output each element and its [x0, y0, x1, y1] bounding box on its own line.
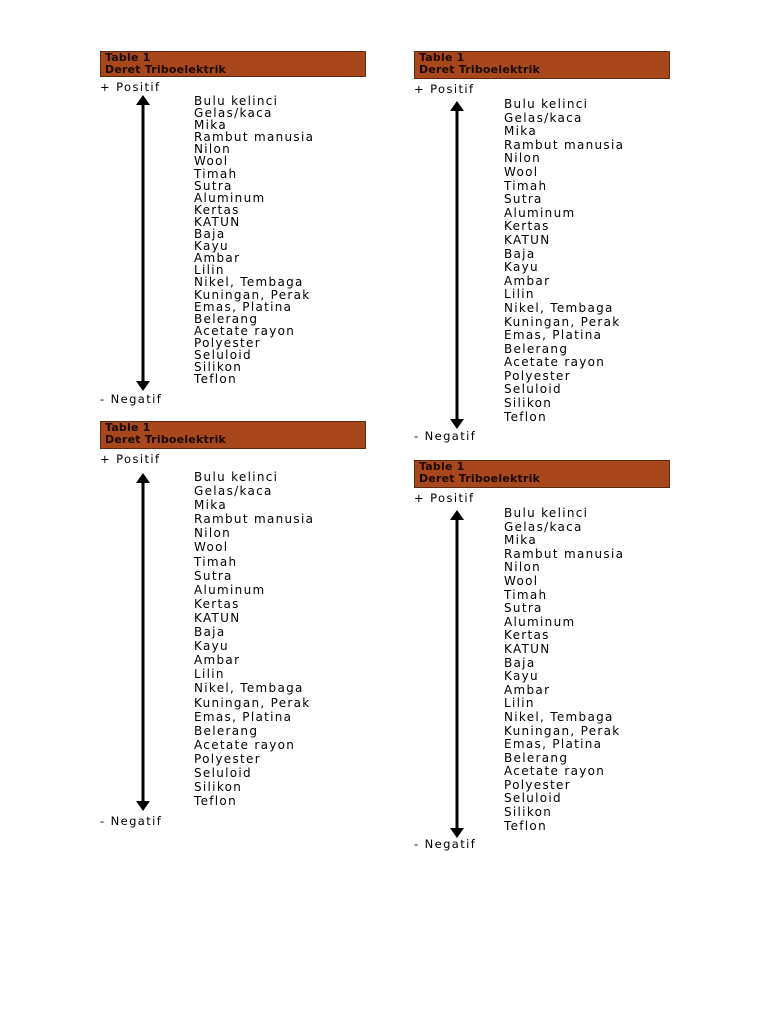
material-item: Silikon — [504, 396, 553, 411]
material-item: Kuningan, Perak — [194, 695, 311, 710]
negative-label: - Negatif — [414, 429, 477, 443]
material-item: Teflon — [504, 409, 547, 424]
material-item: Baja — [504, 655, 536, 670]
material-item: Rambut manusia — [194, 512, 315, 527]
double-arrow-icon — [136, 473, 150, 811]
material-list — [504, 507, 624, 833]
table-header — [100, 421, 366, 449]
material-item: Kayu — [194, 239, 229, 254]
table-title: Table 1 — [105, 421, 151, 434]
material-list — [504, 98, 624, 424]
material-item: Acetate rayon — [504, 355, 606, 370]
material-item: KATUN — [504, 232, 551, 247]
table-header — [414, 51, 670, 79]
material-item: Polyester — [194, 751, 261, 766]
material-item: Ambar — [504, 682, 551, 697]
material-item: Wool — [504, 573, 539, 588]
material-item: Wool — [504, 164, 539, 179]
table-subtitle: Deret Triboelektrik — [105, 433, 227, 446]
material-item: Kertas — [504, 628, 550, 643]
material-item: Kuningan, Perak — [504, 723, 621, 738]
material-item: Kuningan, Perak — [194, 287, 311, 302]
material-item: Aluminum — [194, 190, 266, 205]
material-item: Polyester — [194, 335, 261, 350]
material-item: Acetate rayon — [504, 764, 606, 779]
material-item: Nilon — [194, 142, 232, 157]
material-item: Ambar — [194, 251, 241, 266]
material-item: Acetate rayon — [194, 323, 296, 338]
material-item: Gelas/kaca — [504, 519, 583, 534]
material-item: Kertas — [194, 202, 240, 217]
triboelectric-table-3 — [100, 421, 366, 828]
material-item: Nilon — [504, 151, 542, 166]
material-item: Sutra — [194, 568, 233, 583]
negative-label: - Negatif — [100, 814, 163, 828]
positive-label: + Positif — [414, 491, 475, 505]
material-item: Teflon — [504, 818, 547, 833]
material-item: Bulu kelinci — [504, 97, 589, 111]
table-header — [414, 460, 670, 488]
material-item: Emas, Platina — [504, 328, 603, 343]
material-item: Lilin — [194, 263, 225, 278]
material-item: Sutra — [194, 178, 233, 193]
material-item: Silikon — [194, 360, 243, 375]
material-item: Wool — [194, 154, 229, 169]
positive-label: + Positif — [100, 452, 161, 466]
material-item: Aluminum — [194, 582, 266, 597]
material-item: Rambut manusia — [504, 137, 625, 152]
material-item: Baja — [504, 246, 536, 261]
material-item: Bulu kelinci — [194, 470, 279, 484]
material-item: Nikel, Tembaga — [504, 300, 614, 315]
material-item: Nikel, Tembaga — [194, 275, 304, 290]
material-item: Kuningan, Perak — [504, 314, 621, 329]
material-item: Sutra — [504, 192, 543, 207]
material-item: Mika — [194, 498, 227, 513]
material-item: Nikel, Tembaga — [194, 681, 304, 696]
material-list — [194, 95, 314, 385]
table-title: Table 1 — [419, 51, 465, 64]
material-item: KATUN — [194, 610, 241, 625]
material-item: Mika — [504, 533, 537, 548]
table-subtitle: Deret Triboelektrik — [419, 472, 541, 485]
material-item: Teflon — [194, 794, 237, 809]
table-title: Table 1 — [105, 51, 151, 64]
material-item: Timah — [194, 554, 238, 569]
material-item: Kayu — [504, 669, 539, 684]
table-subtitle: Deret Triboelektrik — [419, 63, 541, 76]
material-item: Seluloid — [504, 791, 562, 806]
material-item: Nilon — [504, 560, 542, 575]
material-item: Bulu kelinci — [194, 94, 279, 108]
material-item: Kayu — [504, 260, 539, 275]
double-arrow-icon — [450, 510, 464, 838]
material-item: Belerang — [504, 341, 569, 356]
material-item: Lilin — [504, 287, 535, 302]
triboelectric-table-4 — [414, 460, 670, 851]
material-item: Wool — [194, 540, 229, 555]
material-item: Nikel, Tembaga — [504, 709, 614, 724]
table-subtitle: Deret Triboelektrik — [105, 63, 227, 76]
material-item: Timah — [504, 587, 548, 602]
material-item: Ambar — [504, 273, 551, 288]
material-item: Sutra — [504, 601, 543, 616]
positive-label: + Positif — [414, 82, 475, 96]
material-item: Kayu — [194, 639, 229, 654]
material-item: Aluminum — [504, 614, 576, 629]
positive-label: + Positif — [100, 80, 161, 94]
material-item: Kertas — [194, 596, 240, 611]
material-item: Seluloid — [194, 765, 252, 780]
material-item: Mika — [504, 124, 537, 139]
material-item: Polyester — [504, 777, 571, 792]
table-title: Table 1 — [419, 460, 465, 473]
material-item: Kertas — [504, 219, 550, 234]
material-item: Aluminum — [504, 205, 576, 220]
triboelectric-table-2 — [414, 51, 670, 443]
material-item: Nilon — [194, 526, 232, 541]
double-arrow-icon — [450, 101, 464, 429]
material-item: Timah — [194, 166, 238, 181]
material-list — [194, 470, 314, 808]
material-item: Rambut manusia — [194, 130, 315, 145]
material-item: Belerang — [194, 723, 259, 738]
material-item: Silikon — [194, 780, 243, 795]
double-arrow-icon — [136, 95, 150, 391]
material-item: Polyester — [504, 368, 571, 383]
material-item: Rambut manusia — [504, 546, 625, 561]
material-item: Emas, Platina — [194, 709, 293, 724]
material-item: Belerang — [504, 750, 569, 765]
triboelectric-table-1 — [100, 51, 366, 406]
material-item: Timah — [504, 178, 548, 193]
negative-label: - Negatif — [414, 837, 477, 851]
material-item: Lilin — [194, 667, 225, 682]
material-item: Gelas/kaca — [194, 484, 273, 499]
material-item: Belerang — [194, 311, 259, 326]
material-item: Baja — [194, 625, 226, 640]
material-item: Seluloid — [194, 347, 252, 362]
material-item: Gelas/kaca — [194, 106, 273, 121]
material-item: Lilin — [504, 696, 535, 711]
material-item: Bulu kelinci — [504, 506, 589, 520]
material-item: Silikon — [504, 805, 553, 820]
material-item: KATUN — [504, 641, 551, 656]
material-item: KATUN — [194, 214, 241, 229]
material-item: Emas, Platina — [194, 299, 293, 314]
material-item: Baja — [194, 227, 226, 242]
material-item: Emas, Platina — [504, 737, 603, 752]
table-header — [100, 51, 366, 77]
material-item: Teflon — [194, 372, 237, 387]
negative-label: - Negatif — [100, 392, 163, 406]
material-item: Mika — [194, 118, 227, 133]
material-item: Acetate rayon — [194, 737, 296, 752]
material-item: Seluloid — [504, 382, 562, 397]
material-item: Gelas/kaca — [504, 110, 583, 125]
material-item: Ambar — [194, 653, 241, 668]
